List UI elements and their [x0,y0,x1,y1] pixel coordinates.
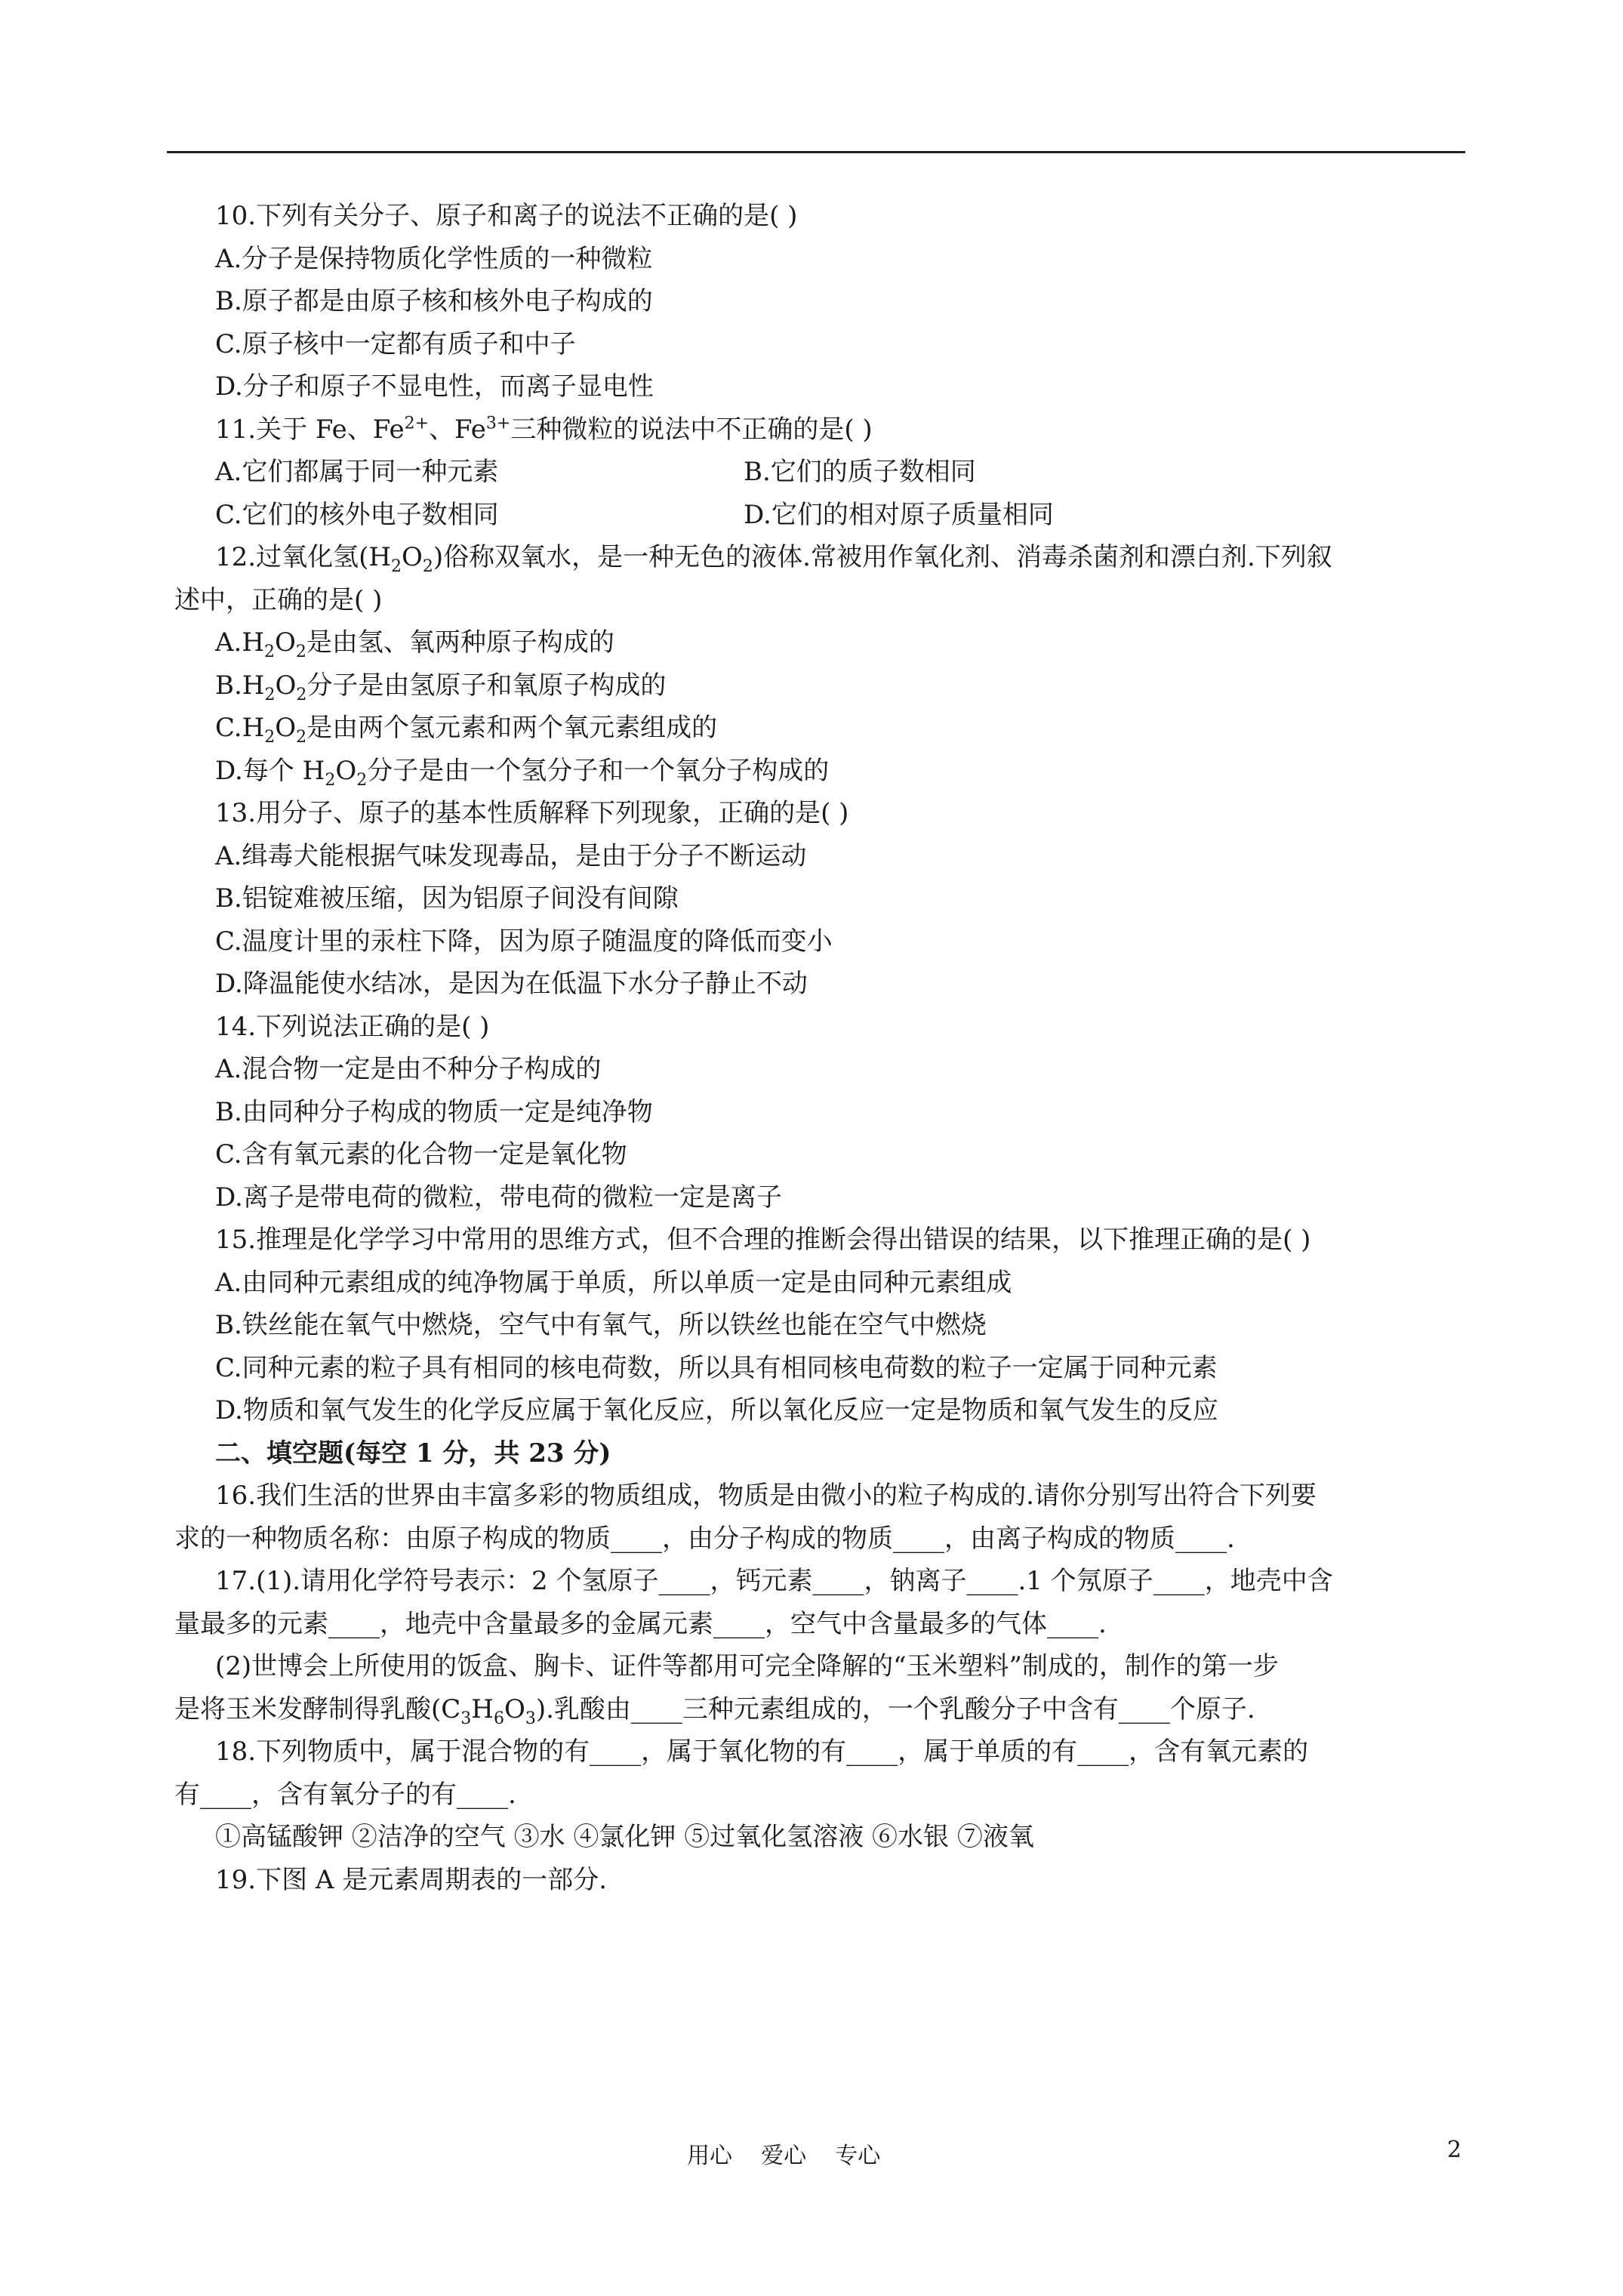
question-17-line-3: (2)世博会上所使用的饭盒、胸卡、证件等都用可完全降解的“玉米塑料”制成的，制作的第一步 [215,1651,1279,1681]
question-17-line-4: 是将玉米发酵制得乳酸$(C_3H_6O_3)$.乳酸由____三种元素组成的，一个乳酸分子中含有____个原子. [174,1693,1255,1728]
question-15-option-c: C.同种元素的粒子具有相同的核电荷数，所以具有相同核电荷数的粒子一定属于同种元素 [215,1352,1218,1383]
question-18-options: ①高锰酸钾 ②洁净的空气 ③水 ④氯化钾 ⑤过氧化氢溶液 ⑥水银 ⑦液氧 [215,1822,1034,1852]
question-16-line-1: 16.我们生活的世界由丰富多彩的物质组成，物质是由微小的粒子构成的.请你分别写出符合下列要 [215,1481,1317,1511]
question-12-stem-continued: 述中，正确的是( ) [174,584,383,615]
question-19-stem: 19.下图 A 是元素周期表的一部分. [215,1864,608,1895]
question-11-option-a: A.它们都属于同一种元素 [215,457,499,487]
question-12-option-a: $A.H_2O_2$是由氢、氧两种原子构成的 [215,627,614,661]
question-10-option-c: C.原子核中一定都有质子和中子 [215,328,576,359]
question-13-option-b: B.铝锭难被压缩，因为铝原子间没有间隙 [215,883,679,914]
question-14-stem: 14.下列说法正确的是( ) [215,1011,490,1042]
question-15-stem: 15.推理是化学学习中常用的思维方式，但不合理的推断会得出错误的结果，以下推理正确的是( ) [215,1225,1311,1255]
section-2-heading: 二、填空题(每空 1 分，共 23 分) [215,1438,611,1469]
question-10-option-d: D.分子和原子不显电性，而离子显电性 [215,371,654,402]
question-13-option-c: C.温度计里的汞柱下降，因为原子随温度的降低而变小 [215,926,833,957]
question-11-options-row-2 [174,494,1473,537]
header-rule [167,151,1465,153]
question-14-option-a: A.混合物一定是由不种分子构成的 [215,1054,602,1084]
question-10-option-b: B.原子都是由原子核和核外电子构成的 [215,286,653,316]
page-number: 2 [1447,2137,1462,2163]
question-13-option-d: D.降温能使水结冰，是因为在低温下水分子静止不动 [215,969,808,999]
question-14-option-b: B.由同种分子构成的物质一定是纯净物 [215,1096,653,1127]
question-12-option-b: $B.H_2O_2$分子是由氢原子和氧原子构成的 [215,670,667,704]
question-10-stem: 10.下列有关分子、原子和离子的说法不正确的是( ) [215,201,798,231]
page-content [174,195,1473,1901]
question-13-stem: 13.用分子、原子的基本性质解释下列现象，正确的是( ) [215,798,849,828]
question-10-option-a: A.分子是保持物质化学性质的一种微粒 [215,243,653,274]
question-15-option-b: B.铁丝能在氧气中燃烧，空气中有氧气，所以铁丝也能在空气中燃烧 [215,1310,987,1340]
question-12-stem: 12.过氧化氢$(H_2O_2)$俗称双氧水，是一种无色的液体.常被用作氧化剂、消毒杀菌剂和漂白剂.下列叙 [215,542,1332,576]
question-18-line-2: 有____，含有氧分子的有____. [174,1779,516,1810]
question-14-option-d: D.离子是带电荷的微粒，带电荷的微粒一定是离子 [215,1182,782,1213]
question-16-line-2: 求的一种物质名称：由原子构成的物质____，由分子构成的物质____，由离子构成的物质____. [174,1523,1235,1554]
question-17-line-2: 量最多的元素____，地壳中含量最多的金属元素____，空气中含量最多的气体____. [174,1608,1107,1639]
question-11-option-b: B.它们的质子数相同 [744,457,976,487]
question-12-option-d: D.每个 $H_2O_2$分子是由一个氢分子和一个氧分子构成的 [215,755,830,790]
footer-motto: 用心 爱心 专心 [687,2143,881,2169]
question-11-options-row-1 [174,451,1473,494]
question-14-option-c: C.含有氧元素的化合物一定是氧化物 [215,1139,627,1170]
question-11-option-c: C.它们的核外电子数相同 [215,499,499,530]
question-11-option-d: D.它们的相对原子质量相同 [744,499,1054,530]
question-13-option-a: A.缉毒犬能根据气味发现毒品，是由于分子不断运动 [215,840,807,871]
question-15-option-d: D.物质和氧气发生的化学反应属于氧化反应，所以氧化反应一定是物质和氧气发生的反应 [215,1395,1218,1425]
question-17-line-1: 17.(1).请用化学符号表示：2 个氢原子____，钙元素____，钠离子____.1 个氖原子____，地壳中含 [215,1566,1333,1596]
question-11-stem: 11.关于 Fe、$Fe^{2+}$、$Fe^{3+}$三种微粒的说法中不正确的是( ) [215,414,873,445]
question-12-option-c: $C.H_2O_2$是由两个氢元素和两个氧元素组成的 [215,713,718,747]
question-18-line-1: 18.下列物质中，属于混合物的有____，属于氧化物的有____，属于单质的有____，含有氧元素的 [215,1737,1309,1767]
question-15-option-a: A.由同种元素组成的纯净物属于单质，所以单质一定是由同种元素组成 [215,1267,1012,1298]
